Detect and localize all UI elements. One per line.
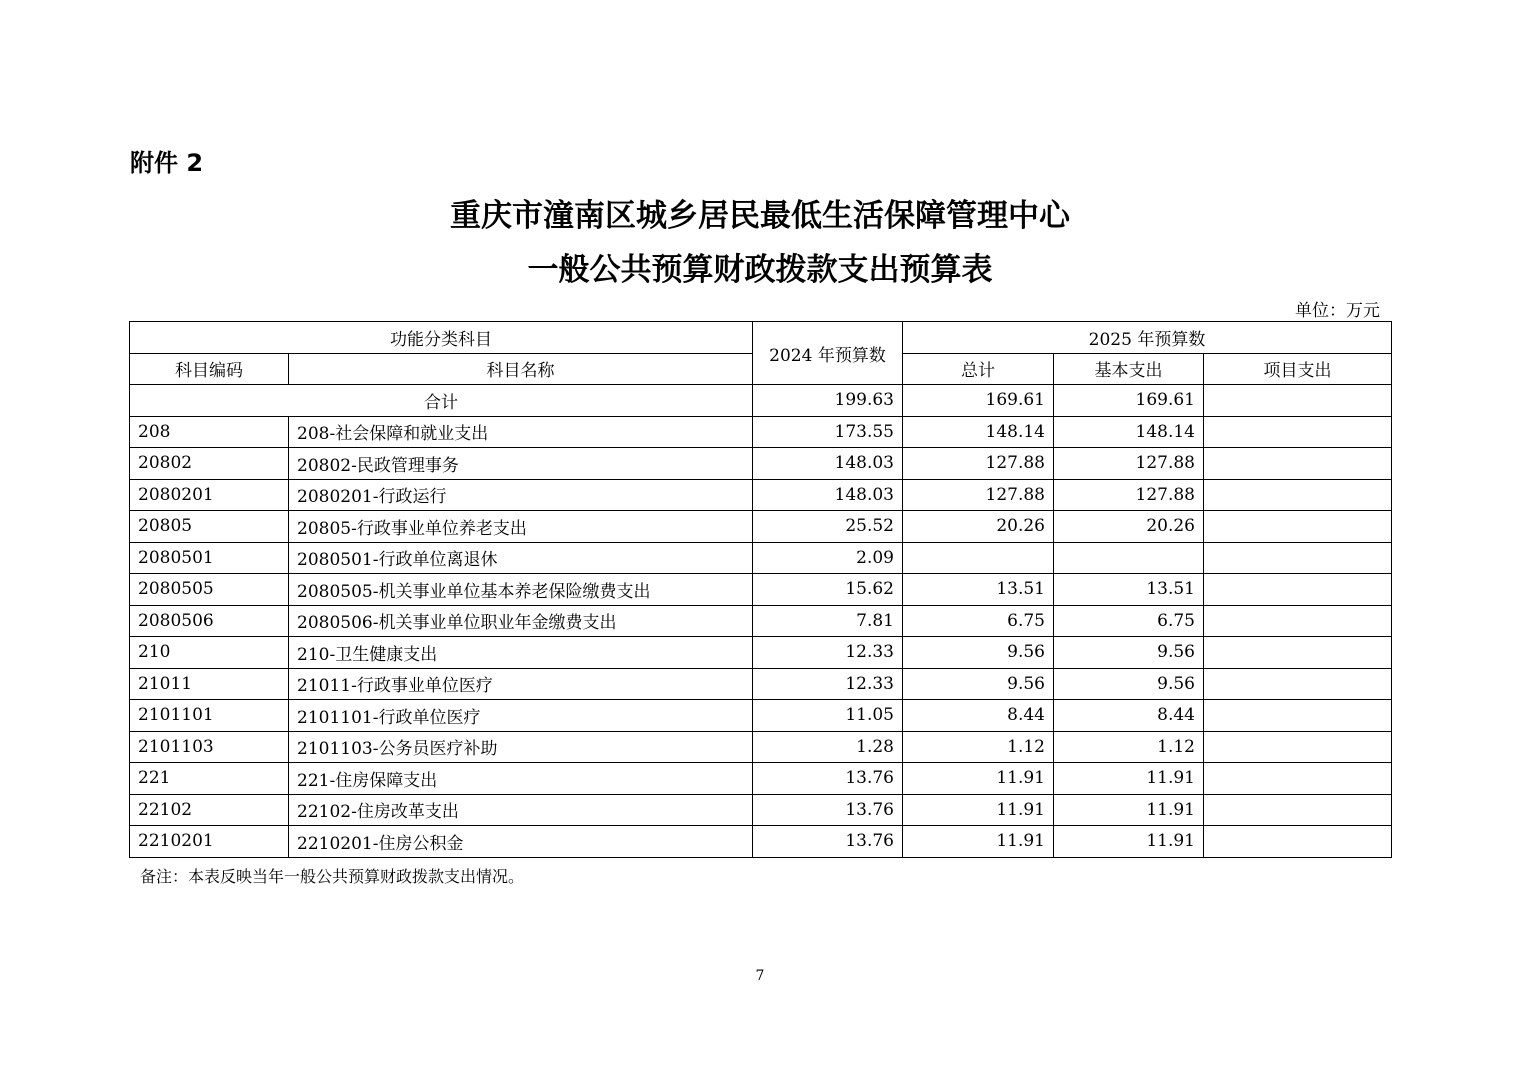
cell-budget-2024: 1.28 [753, 731, 903, 763]
cell-project [1204, 826, 1392, 858]
cell-code: 2080501 [130, 542, 289, 574]
cell-name: 21011-行政事业单位医疗 [289, 668, 753, 700]
cell-total: 11.91 [903, 826, 1054, 858]
cell-basic: 127.88 [1054, 479, 1204, 511]
total-basic: 169.61 [1054, 385, 1204, 417]
cell-budget-2024: 148.03 [753, 479, 903, 511]
cell-budget-2024: 148.03 [753, 448, 903, 480]
cell-name: 2080201-行政运行 [289, 479, 753, 511]
cell-total: 8.44 [903, 700, 1054, 732]
cell-project [1204, 731, 1392, 763]
cell-project [1204, 511, 1392, 543]
cell-name: 20805-行政事业单位养老支出 [289, 511, 753, 543]
cell-project [1204, 542, 1392, 574]
cell-total: 11.91 [903, 794, 1054, 826]
attachment-label: 附件 2 [130, 149, 204, 177]
cell-name: 20802-民政管理事务 [289, 448, 753, 480]
cell-project [1204, 700, 1392, 732]
cell-name: 2080506-机关事业单位职业年金缴费支出 [289, 605, 753, 637]
header-project: 项目支出 [1204, 353, 1392, 385]
header-name: 科目名称 [289, 353, 753, 385]
header-budget-2025: 2025 年预算数 [903, 322, 1392, 354]
total-row [130, 385, 1392, 417]
cell-total: 20.26 [903, 511, 1054, 543]
cell-basic: 11.91 [1054, 826, 1204, 858]
table-row [130, 731, 1392, 763]
cell-budget-2024: 11.05 [753, 700, 903, 732]
cell-project [1204, 763, 1392, 795]
total-budget-2024: 199.63 [753, 385, 903, 417]
cell-code: 20805 [130, 511, 289, 543]
cell-basic: 6.75 [1054, 605, 1204, 637]
cell-basic: 1.12 [1054, 731, 1204, 763]
cell-budget-2024: 173.55 [753, 416, 903, 448]
table-row [130, 637, 1392, 669]
header-total: 总计 [903, 353, 1054, 385]
cell-basic: 20.26 [1054, 511, 1204, 543]
table-row [130, 511, 1392, 543]
table-row [130, 574, 1392, 606]
cell-total: 127.88 [903, 448, 1054, 480]
cell-name: 221-住房保障支出 [289, 763, 753, 795]
cell-budget-2024: 13.76 [753, 763, 903, 795]
cell-project [1204, 574, 1392, 606]
cell-total [903, 542, 1054, 574]
table-row [130, 794, 1392, 826]
cell-project [1204, 794, 1392, 826]
cell-code: 210 [130, 637, 289, 669]
cell-code: 21011 [130, 668, 289, 700]
cell-basic [1054, 542, 1204, 574]
cell-project [1204, 668, 1392, 700]
cell-name: 2080505-机关事业单位基本养老保险缴费支出 [289, 574, 753, 606]
cell-code: 208 [130, 416, 289, 448]
cell-project [1204, 605, 1392, 637]
cell-name: 210-卫生健康支出 [289, 637, 753, 669]
cell-name: 2080501-行政单位离退休 [289, 542, 753, 574]
total-label: 合计 [130, 385, 753, 417]
document-title-line1: 重庆市潼南区城乡居民最低生活保障管理中心 [450, 198, 1070, 234]
cell-budget-2024: 25.52 [753, 511, 903, 543]
cell-code: 2080506 [130, 605, 289, 637]
header-functional-category: 功能分类科目 [130, 322, 753, 354]
cell-code: 221 [130, 763, 289, 795]
cell-basic: 9.56 [1054, 668, 1204, 700]
table-row [130, 448, 1392, 480]
cell-total: 148.14 [903, 416, 1054, 448]
cell-code: 2080201 [130, 479, 289, 511]
cell-basic: 9.56 [1054, 637, 1204, 669]
table-row [130, 826, 1392, 858]
table-row [130, 668, 1392, 700]
cell-project [1204, 479, 1392, 511]
cell-project [1204, 416, 1392, 448]
total-total: 169.61 [903, 385, 1054, 417]
cell-budget-2024: 2.09 [753, 542, 903, 574]
cell-total: 1.12 [903, 731, 1054, 763]
cell-code: 2101101 [130, 700, 289, 732]
page-number: 7 [755, 968, 765, 984]
cell-basic: 148.14 [1054, 416, 1204, 448]
cell-name: 208-社会保障和就业支出 [289, 416, 753, 448]
cell-basic: 127.88 [1054, 448, 1204, 480]
cell-name: 2101101-行政单位医疗 [289, 700, 753, 732]
cell-basic: 8.44 [1054, 700, 1204, 732]
table-row [130, 479, 1392, 511]
table-row [130, 416, 1392, 448]
cell-name: 2210201-住房公积金 [289, 826, 753, 858]
cell-project [1204, 637, 1392, 669]
table-row [130, 763, 1392, 795]
cell-basic: 11.91 [1054, 794, 1204, 826]
footnote: 备注：本表反映当年一般公共预算财政拨款支出情况。 [140, 867, 525, 886]
cell-name: 22102-住房改革支出 [289, 794, 753, 826]
cell-total: 9.56 [903, 637, 1054, 669]
table-row [130, 700, 1392, 732]
header-budget-2024: 2024 年预算数 [753, 322, 903, 385]
cell-budget-2024: 13.76 [753, 826, 903, 858]
cell-total: 6.75 [903, 605, 1054, 637]
cell-basic: 11.91 [1054, 763, 1204, 795]
cell-code: 2101103 [130, 731, 289, 763]
cell-code: 20802 [130, 448, 289, 480]
cell-basic: 13.51 [1054, 574, 1204, 606]
table-row [130, 605, 1392, 637]
cell-total: 9.56 [903, 668, 1054, 700]
cell-budget-2024: 12.33 [753, 637, 903, 669]
header-code: 科目编码 [130, 353, 289, 385]
cell-name: 2101103-公务员医疗补助 [289, 731, 753, 763]
cell-code: 22102 [130, 794, 289, 826]
cell-total: 13.51 [903, 574, 1054, 606]
unit-label: 单位：万元 [1295, 301, 1380, 321]
table-row [130, 542, 1392, 574]
cell-total: 11.91 [903, 763, 1054, 795]
cell-budget-2024: 15.62 [753, 574, 903, 606]
cell-project [1204, 448, 1392, 480]
cell-budget-2024: 13.76 [753, 794, 903, 826]
header-basic: 基本支出 [1054, 353, 1204, 385]
budget-table [129, 321, 1392, 858]
total-project [1204, 385, 1392, 417]
cell-budget-2024: 7.81 [753, 605, 903, 637]
cell-budget-2024: 12.33 [753, 668, 903, 700]
cell-code: 2210201 [130, 826, 289, 858]
cell-code: 2080505 [130, 574, 289, 606]
document-title-line2: 一般公共预算财政拨款支出预算表 [527, 252, 993, 288]
header-row-1 [130, 322, 1392, 354]
cell-total: 127.88 [903, 479, 1054, 511]
